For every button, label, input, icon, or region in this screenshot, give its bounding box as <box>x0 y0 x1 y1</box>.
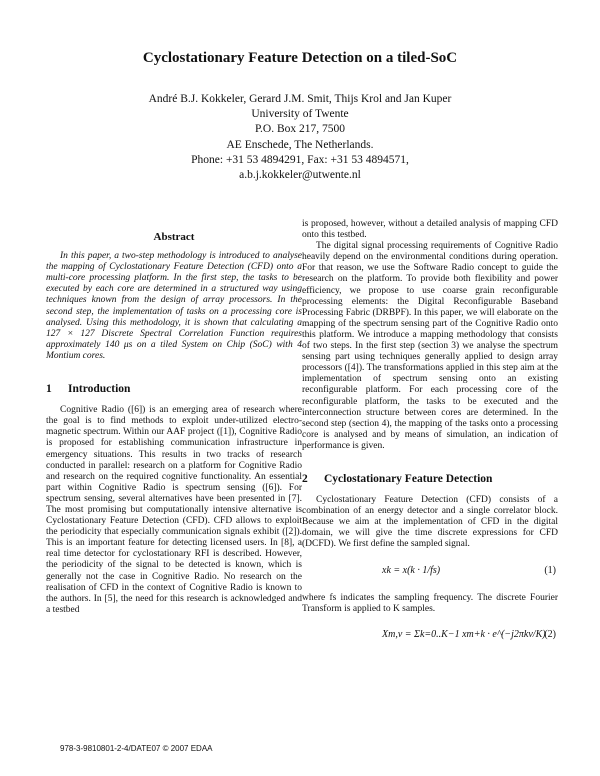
paragraph: The digital signal processing requirements of Cognitive Radio heavily depend on the environmental conditions during operation. For that reason, we use the Software Radio concept to guide the research on the platform. To provide both flexibility and power efficiency, we propose to use coarse grain reconfigurable processing elements: the Digital Reconfigurable Baseband Processing Fabric (DRBPF). In this paper, we will elaborate on the mapping of the spectrum sensing part of the Cognitive Radio onto this platform. We introduce a mapping methodology that consists of two steps. In the first step (section 3) we analyse the spectrum sensing part using techniques generally applied to design array processors ([4]). The transformations applied in this step aim at the implementation of spectrum sensing onto an existing reconfigurable platform. For each processing core of the reconfigurable platform, the tasks to be executed and the interconnection structure between cores are determined. In the second step (section 4), the mapping of the tasks onto a processing core is analysed and by means of simulation, an indication of performance is given. <box>302 241 558 451</box>
introduction-body <box>46 405 302 616</box>
left-column <box>46 228 302 616</box>
equation-2 <box>302 621 558 651</box>
equation-expression: Xm,v = Σk=0..K−1 xm+k · e^(−j2πkv/K) <box>382 628 546 640</box>
affiliation: University of Twente <box>251 108 349 121</box>
right-column <box>302 219 558 657</box>
paper-title: Cyclostationary Feature Detection on a tiled-SoC <box>142 50 458 66</box>
address-city: AE Enschede, The Netherlands. <box>226 138 374 151</box>
paragraph-continued: is proposed, however, without a detailed analysis of mapping CFD onto this testbed. <box>302 219 558 241</box>
equation-1 <box>302 557 558 587</box>
section-title: Introduction <box>68 383 131 396</box>
email: a.b.j.kokkeler@utwente.nl <box>239 169 361 182</box>
paragraph: Cognitive Radio ([6]) is an emerging area of research where the goal is to find methods to exploit under-utilized electro-magnetic spectrum. Within our AAF project ([1]), Cognitive Radio is proposed for establishing communication infrastructure in emergency situations. This results in two tracks of research conducted in parallel: research on a platform for Cognitive Radio and research on the required cognitive functionality. An essential part within Cognitive Radio is spectrum sensing ([6]). For spectrum sensing, several alternatives have been presented in [7]. The most promising but computationally intensive alternative is Cyclostationary Feature Detection (CFD). CFD allows to exploit the periodicity that especially communication signals exhibit ([2]). This is an important feature for detecting licensed users. In [8], a real time detector for cyclostationary RFI is described. However, the periodicity of the signal to be detected is known, which is generally not the case in Cognitive Radio. No research on the realisation of CFD in the context of Cognitive Radio is known to the authors. In [5], the need for this research is acknowledged and a testbed <box>46 405 302 615</box>
section-heading-cfd <box>302 474 558 485</box>
copyright-footer: 978-3-9810801-2-4/DATE07 © 2007 EDAA <box>60 744 213 753</box>
phone-fax: Phone: +31 53 4894291, Fax: +31 53 4894571, <box>191 153 409 166</box>
paragraph: Cyclostationary Feature Detection (CFD) consists of a combination of an energy detector and a single correlator block. Because we aim at the implementation of CFD in the digital domain, we will give the time discrete expressions for CFD (DCFD). We first define the sampled signal. <box>302 495 558 550</box>
abstract-text: In this paper, a two-step methodology is introduced to analyse the mapping of Cyclostationary Feature Detection (CFD) onto a multi-core processing platform. In the first step, the tasks to be executed by each core are determined in a structured way using techniques known from the design of array processors. In the second step, the implementation of tasks on a processing core is analysed. Using this methodology, it is shown that calculating a 127 × 127 Discrete Spectral Correlation Function requires approximately 140 μs on a tiled System on Chip (SoC) with 4 Montium cores. <box>46 251 302 361</box>
section-number: 1 <box>46 383 52 396</box>
section-heading-introduction <box>46 384 302 395</box>
address-line: P.O. Box 217, 7500 <box>254 123 346 136</box>
author-names: André B.J. Kokkeler, Gerard J.M. Smit, Thijs Krol and Jan Kuper <box>148 93 452 105</box>
equation-number: (1) <box>544 564 556 576</box>
paragraph: where fs indicates the sampling frequency. The discrete Fourier Transform is applied to K samples. <box>302 592 558 614</box>
abstract-heading: Abstract <box>153 231 195 243</box>
equation-expression: xk = x(k · 1/fs) <box>382 564 441 576</box>
abstract <box>46 232 302 362</box>
equation-number: (2) <box>544 628 556 640</box>
author-block <box>0 92 600 183</box>
section-title: Cyclostationary Feature Detection <box>324 472 493 485</box>
section-number: 2 <box>302 472 308 485</box>
